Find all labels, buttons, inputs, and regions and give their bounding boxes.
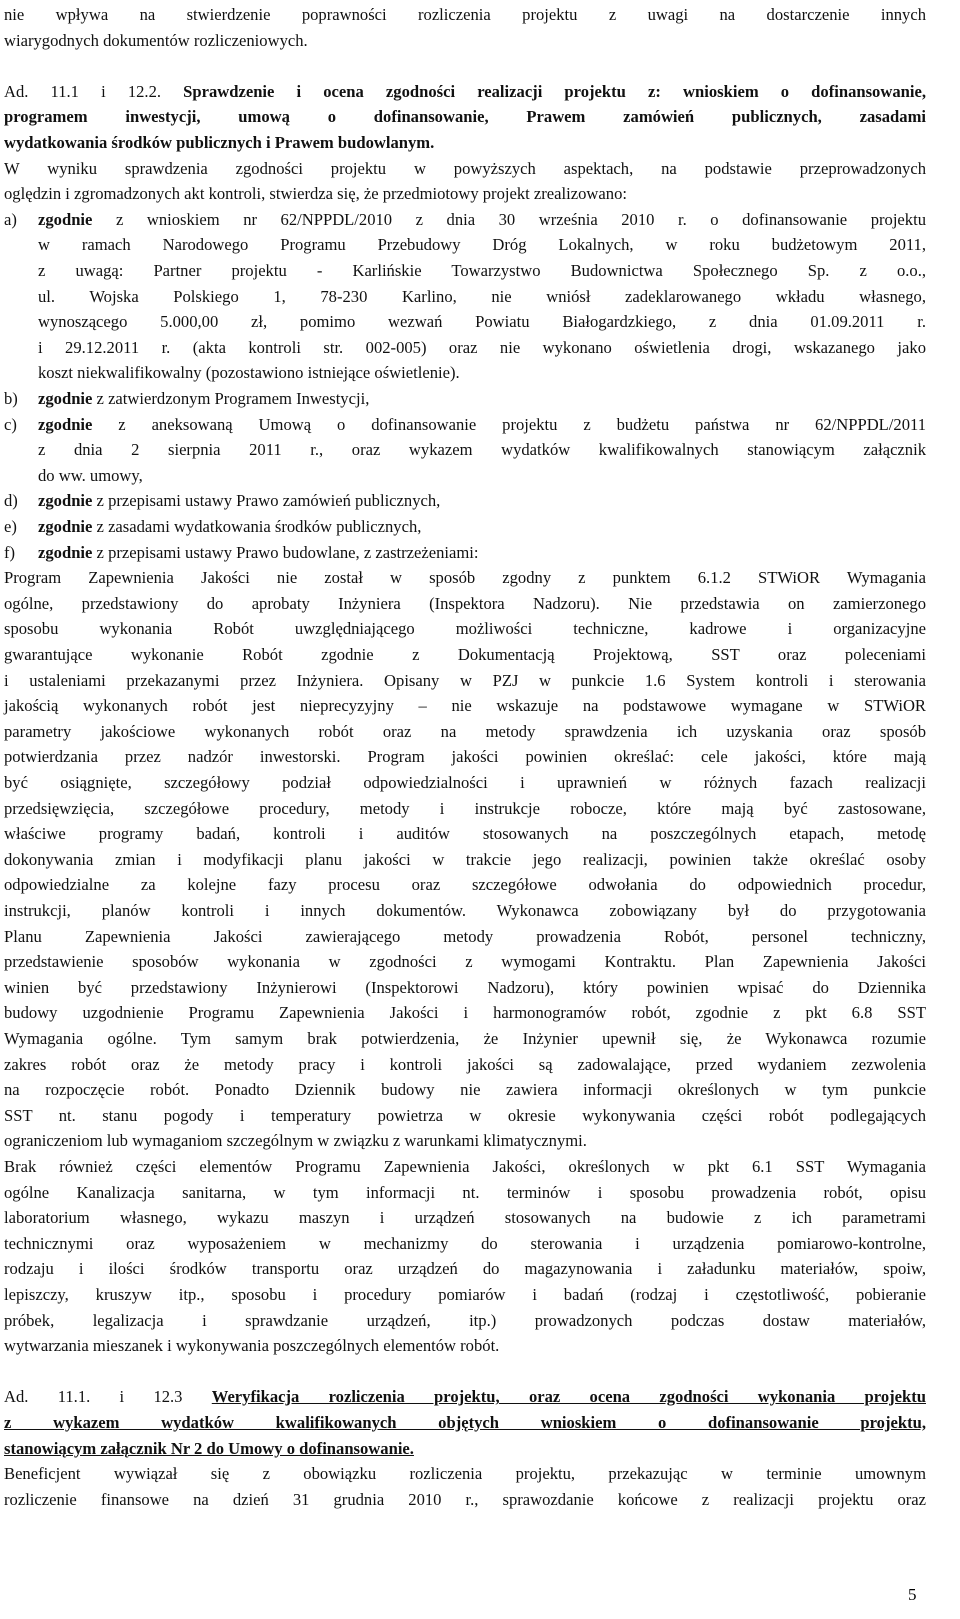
text-line — [38, 207, 926, 233]
line-text: przedsięwzięcia, szczegółowe procedury, metody i instrukcje robocze, które mają być zastosowane, — [4, 798, 926, 818]
text-line — [4, 719, 926, 745]
line-text: wiarygodnych dokumentów rozliczeniowych. — [4, 30, 308, 50]
line-text: właściwe programy badań, kontroli i auditów stosowanych na poszczególnych etapach, metodę — [4, 824, 926, 844]
line-text: parametry jakościowe wykonanych robót oraz na metody sprawdzenia ich uzyskania oraz sposób — [4, 721, 926, 741]
text-line — [4, 1154, 926, 1180]
text-line — [4, 821, 926, 847]
text-line — [4, 1180, 926, 1206]
line-text: Program Zapewnienia Jakości nie został w sposób zgodny z punktem 6.1.2 STWiOR Wymagania — [4, 568, 926, 588]
text-line — [4, 79, 926, 105]
text-line — [4, 949, 926, 975]
bold-text: zgodnie — [38, 209, 93, 229]
text-line — [4, 104, 926, 130]
text-line — [4, 1333, 926, 1359]
text-line — [4, 1052, 926, 1078]
line-text: z zasadami wydatkowania środków publicznych, — [92, 517, 422, 536]
line-text: oględzin i zgromadzonych akt kontroli, stwierdza się, że przedmiotowy projekt zrealizowano: — [4, 184, 627, 204]
line-text: technicznymi oraz wyposażeniem w mechanizmy do sterowania i urządzenia pomiarowo-kontrolne, — [4, 1233, 926, 1253]
line-text: budowy uzgodnienie Programu Zapewnienia Jakości i harmonogramów robót, zgodnie z pkt 6.8 SST — [4, 1003, 926, 1023]
text-line — [4, 156, 926, 182]
list-label: b) — [4, 389, 18, 408]
text-line — [4, 1308, 926, 1334]
line-text: Planu Zapewnienia Jakości zawierającego metody prowadzenia Robót, personel techniczny, — [4, 926, 926, 946]
line-text: z zatwierdzonym Programem Inwestycji, — [92, 389, 370, 408]
text-line — [4, 642, 926, 668]
list-label: e) — [4, 517, 17, 536]
line-text: nie wpływa na stwierdzenie poprawności rozliczenia projektu z uwagi na dostarczenie innych — [4, 5, 926, 24]
text-line — [38, 488, 926, 514]
list-label: d) — [4, 491, 18, 511]
text-line — [38, 284, 926, 310]
line-text: przedstawienie sposobów wykonania w zgodności z wymogami Kontraktu. Plan Zapewnienia Jakości — [4, 952, 926, 972]
text-line — [4, 1282, 926, 1308]
text-line — [4, 616, 926, 642]
text-line — [4, 796, 926, 822]
text-line — [4, 1231, 926, 1257]
text-line — [4, 975, 926, 1001]
line-text: z przepisami ustawy Prawo budowlane, z zastrzeżeniami: — [92, 542, 479, 562]
line-text: z wnioskiem nr 62/NPPDL/2010 z dnia 30 września 2010 r. o dofinansowanie projektu — [92, 209, 926, 229]
text-line — [4, 1103, 926, 1129]
bold-text: Sprawdzenie i ocena zgodności realizacji projektu z: wnioskiem o dofinansowanie, — [183, 81, 926, 101]
line-text: być osiągnięte, szczegółowy podział odpowiedzialności i uprawnień w różnych fazach realizacji — [4, 773, 926, 792]
line-text: rodzaju i ilości środków transportu oraz urządzeń do magazynowania i załadunku materiałów, spoiw, — [4, 1259, 926, 1279]
text-line — [4, 1461, 926, 1487]
line-text: jakością wykonanych robót jest nieprecyzyjny – nie wskazuje na podstawowe wymagane w STWiOR — [4, 696, 926, 716]
text-line — [4, 1410, 926, 1436]
text-line — [38, 412, 926, 438]
line-text: próbek, legalizacja i sprawdzanie urządzeń, itp.) prowadzonych podczas dostaw materiałów, — [4, 1310, 926, 1330]
heading-prefix: Ad. 11.1. i 12.3 — [4, 1387, 212, 1407]
text-line — [4, 924, 926, 950]
text-line — [4, 1077, 926, 1103]
bold-text: zgodnie — [38, 517, 93, 536]
bold-text: stanowiącym załącznik Nr 2 do Umowy o dofinansowanie. — [4, 1438, 414, 1458]
line-text: koszt niekwalifikowalny (pozostawiono istniejące oświetlenie). — [38, 363, 460, 383]
text-line — [4, 2, 926, 28]
bold-text: programem inwestycji, umową o dofinansowanie, Prawem zamówień publicznych, zasadami — [4, 107, 926, 127]
text-line — [4, 847, 926, 873]
text-line — [38, 463, 926, 489]
text-line — [4, 1384, 926, 1410]
list-label: f) — [4, 542, 16, 562]
text-line — [4, 181, 926, 207]
text-line — [38, 514, 926, 540]
line-text: lepiszczy, kruszyw itp., sposobu i procedury pomiarów i badań (rodzaj i częstotliwość, pobieranie — [4, 1285, 926, 1304]
line-text: z aneksowaną Umową o dofinansowanie projektu z budżetu państwa nr 62/NPPDL/2011 — [92, 414, 926, 434]
line-text: Wymagania ogólne. Tym samym brak potwierdzenia, że Inżynier upewnił się, że Wykonawca rozumie — [4, 1029, 926, 1048]
line-text: instrukcji, planów kontroli i innych dokumentów. Wykonawca zobowiązany był do przygotowania — [4, 901, 926, 920]
text-line — [4, 565, 926, 591]
text-line — [4, 1256, 926, 1282]
line-text: do ww. umowy, — [38, 465, 143, 485]
line-text: dokonywania zmian i modyfikacji planu jakości w trakcie jego realizacji, powinien także określać osoby — [4, 849, 926, 869]
line-text: W wyniku sprawdzenia zgodności projektu w powyższych aspektach, na podstawie przeprowadzonych — [4, 158, 926, 178]
text-line — [38, 437, 926, 463]
line-text: SST nt. stanu pogody i temperatury powietrza w okresie wykonywania części robót podlegających — [4, 1105, 926, 1125]
line-text: ul. Wojska Polskiego 1, 78-230 Karlino, nie wniósł zadeklarowanego wkładu własnego, — [38, 286, 926, 306]
text-line — [4, 1128, 926, 1154]
line-text: wytwarzania mieszanek i wykonywania poszczególnych elementów robót. — [4, 1336, 500, 1356]
line-text: ogólne, przedstawiony do aprobaty Inżyniera (Inspektora Nadzoru). Nie przedstawia on zamierzonego — [4, 593, 926, 613]
bold-text: zgodnie — [38, 542, 93, 562]
line-text: zakres robót oraz że metody pracy i kontroli jakości są zadowalające, przed wydaniem zezwolenia — [4, 1054, 926, 1074]
line-text: laboratorium własnego, wykazu maszyn i urządzeń stosowanych na budowie z ich parametrami — [4, 1208, 926, 1228]
text-line — [4, 693, 926, 719]
line-text: rozliczenie finansowe na dzień 31 grudnia 2010 r., sprawozdanie końcowe z realizacji projektu oraz — [4, 1489, 926, 1509]
text-line — [4, 1436, 926, 1462]
heading-prefix: Ad. 11.1 i 12.2. — [4, 81, 184, 101]
line-text: ogólne Kanalizacja sanitarna, w tym informacji nt. terminów i sposobu prowadzenia robót, opisu — [4, 1182, 926, 1202]
line-text: w ramach Narodowego Programu Przebudowy Dróg Lokalnych, w roku budżetowym 2011, — [38, 235, 926, 255]
text-line — [4, 898, 926, 924]
line-text: gwarantujące wykonanie Robót zgodnie z Dokumentacją Projektową, SST oraz poleceniami — [4, 645, 926, 664]
line-text: potwierdzania przez nadzór inwestorski. Program jakości powinien określać: cele jakości, które mają — [4, 747, 926, 767]
bold-text: zgodnie — [38, 414, 93, 434]
text-line — [38, 232, 926, 258]
page-number: 5 — [908, 1585, 917, 1604]
text-line — [4, 1000, 926, 1026]
text-line — [4, 1205, 926, 1231]
text-line — [4, 28, 926, 54]
line-text: sposobu wykonania Robót uwzględniającego możliwości techniczne, kadrowe i organizacyjne — [4, 619, 926, 639]
line-text: na rozpoczęcie robót. Ponadto Dziennik budowy nie zawiera informacji określonych w tym punkcie — [4, 1080, 926, 1100]
text-line — [38, 540, 926, 566]
text-line — [4, 1487, 926, 1513]
text-line — [38, 258, 926, 284]
line-text: z przepisami ustawy Prawo zamówień publicznych, — [92, 491, 441, 511]
text-line — [4, 872, 926, 898]
text-line — [4, 591, 926, 617]
bold-text: wydatkowania środków publicznych i Prawem budowlanym. — [4, 133, 435, 152]
text-line — [38, 309, 926, 335]
text-line — [38, 360, 926, 386]
list-label: c) — [4, 414, 17, 434]
line-text: z uwagą: Partner projektu - Karlińskie Towarzystwo Budownictwa Społecznego Sp. z o.o., — [38, 261, 926, 280]
text-line — [38, 335, 926, 361]
text-line — [4, 668, 926, 694]
line-text: i 29.12.2011 r. (akta kontroli str. 002-005) oraz nie wykonano oświetlenia drogi, wskazanego jako — [38, 337, 926, 357]
text-line — [4, 770, 926, 796]
line-text: i ustaleniami przekazanymi przez Inżyniera. Opisany w PZJ w punkcie 1.6 System kontroli i sterowania — [4, 670, 926, 690]
text-line — [38, 386, 926, 412]
bold-text: Weryfikacja rozliczenia projektu, oraz ocena zgodności wykonania projektu — [211, 1387, 927, 1407]
bold-text: zgodnie — [38, 389, 93, 408]
line-text: Brak również części elementów Programu Zapewnienia Jakości, określonych w pkt 6.1 SST Wymagania — [4, 1157, 926, 1176]
text-line — [4, 744, 926, 770]
text-line — [4, 130, 926, 156]
line-text: odpowiedzialne za kolejne fazy procesu oraz szczegółowe odwołania do odpowiednich procedur, — [4, 875, 926, 895]
line-text: z dnia 2 sierpnia 2011 r., oraz wykazem wydatków kwalifikowalnych stanowiącym załącznik — [38, 440, 926, 460]
text-line — [4, 1026, 926, 1052]
line-text: Beneficjent wywiązał się z obowiązku rozliczenia projektu, przekazując w terminie umownym — [4, 1464, 926, 1484]
list-label: a) — [4, 209, 17, 229]
bold-text: z wykazem wydatków kwalifikowanych objętych wnioskiem o dofinansowanie projektu, — [4, 1413, 926, 1432]
line-text: winien być przedstawiony Inżynierowi (Inspektorowi Nadzoru), który powinien wpisać do Dziennika — [4, 977, 926, 997]
line-text: ograniczeniom lub wymaganiom szczególnym w związku z warunkami klimatycznymi. — [4, 1131, 587, 1151]
bold-text: zgodnie — [38, 491, 93, 511]
line-text: wynoszącego 5.000,00 zł, pomimo wezwań Powiatu Białogardzkiego, z dnia 01.09.2011 r. — [38, 312, 926, 332]
